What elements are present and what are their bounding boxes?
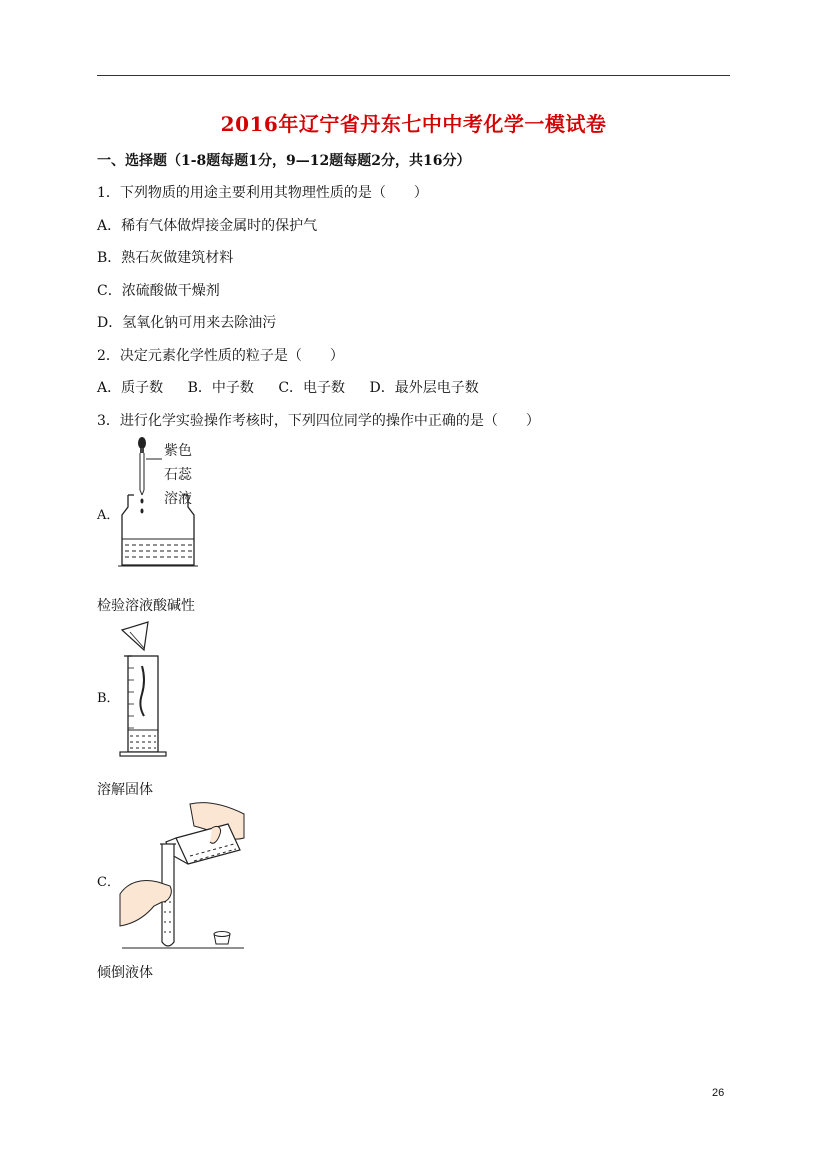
question-3-option-b-caption: 溶解固体 <box>97 782 153 798</box>
section-heading: 一、选择题（1-8题每题1分，9—12题每题2分，共16分） <box>97 153 471 169</box>
question-2-option-b: B．中子数 <box>187 380 254 396</box>
page-number: 26 <box>712 1087 725 1099</box>
figure-label-line-1: 紫色 <box>164 443 192 459</box>
question-1-option-a: A．稀有气体做焊接金属时的保护气 <box>97 218 318 234</box>
question-3-option-b-label: B． <box>97 691 120 706</box>
question-3-stem: 3．进行化学实验操作考核时，下列四位同学的操作中正确的是（ ） <box>97 413 540 429</box>
question-2-option-c: C．电子数 <box>278 380 346 396</box>
question-2-option-a: A．质子数 <box>97 380 164 396</box>
question-2-option-d: D．最外层电子数 <box>369 380 479 396</box>
question-3-option-a-caption: 检验溶液酸碱性 <box>97 598 195 614</box>
question-1-option-b: B．熟石灰做建筑材料 <box>97 250 234 266</box>
graduated-cylinder-figure <box>118 620 178 760</box>
page-title: 2016年辽宁省丹东七中中考化学一模试卷 <box>220 112 607 136</box>
question-1-option-d: D．氢氧化钠可用来去除油污 <box>97 315 277 331</box>
question-1-stem: 1．下列物质的用途主要利用其物理性质的是（ ） <box>97 185 428 201</box>
dropper-bottle-figure <box>118 435 203 570</box>
figure-label-line-2: 石蕊 <box>164 467 192 483</box>
question-3-option-c-label: C． <box>97 875 120 890</box>
question-2-options <box>97 377 499 397</box>
header-rule <box>97 75 730 76</box>
figure-label-line-3: 溶液 <box>164 491 192 507</box>
question-1-option-c: C．浓硫酸做干燥剂 <box>97 283 220 299</box>
question-2-stem: 2．决定元素化学性质的粒子是（ ） <box>97 348 344 364</box>
question-3-option-c-caption: 倾倒液体 <box>97 965 153 981</box>
pouring-liquid-figure <box>118 802 248 952</box>
question-3-option-a-label: A． <box>97 508 120 523</box>
